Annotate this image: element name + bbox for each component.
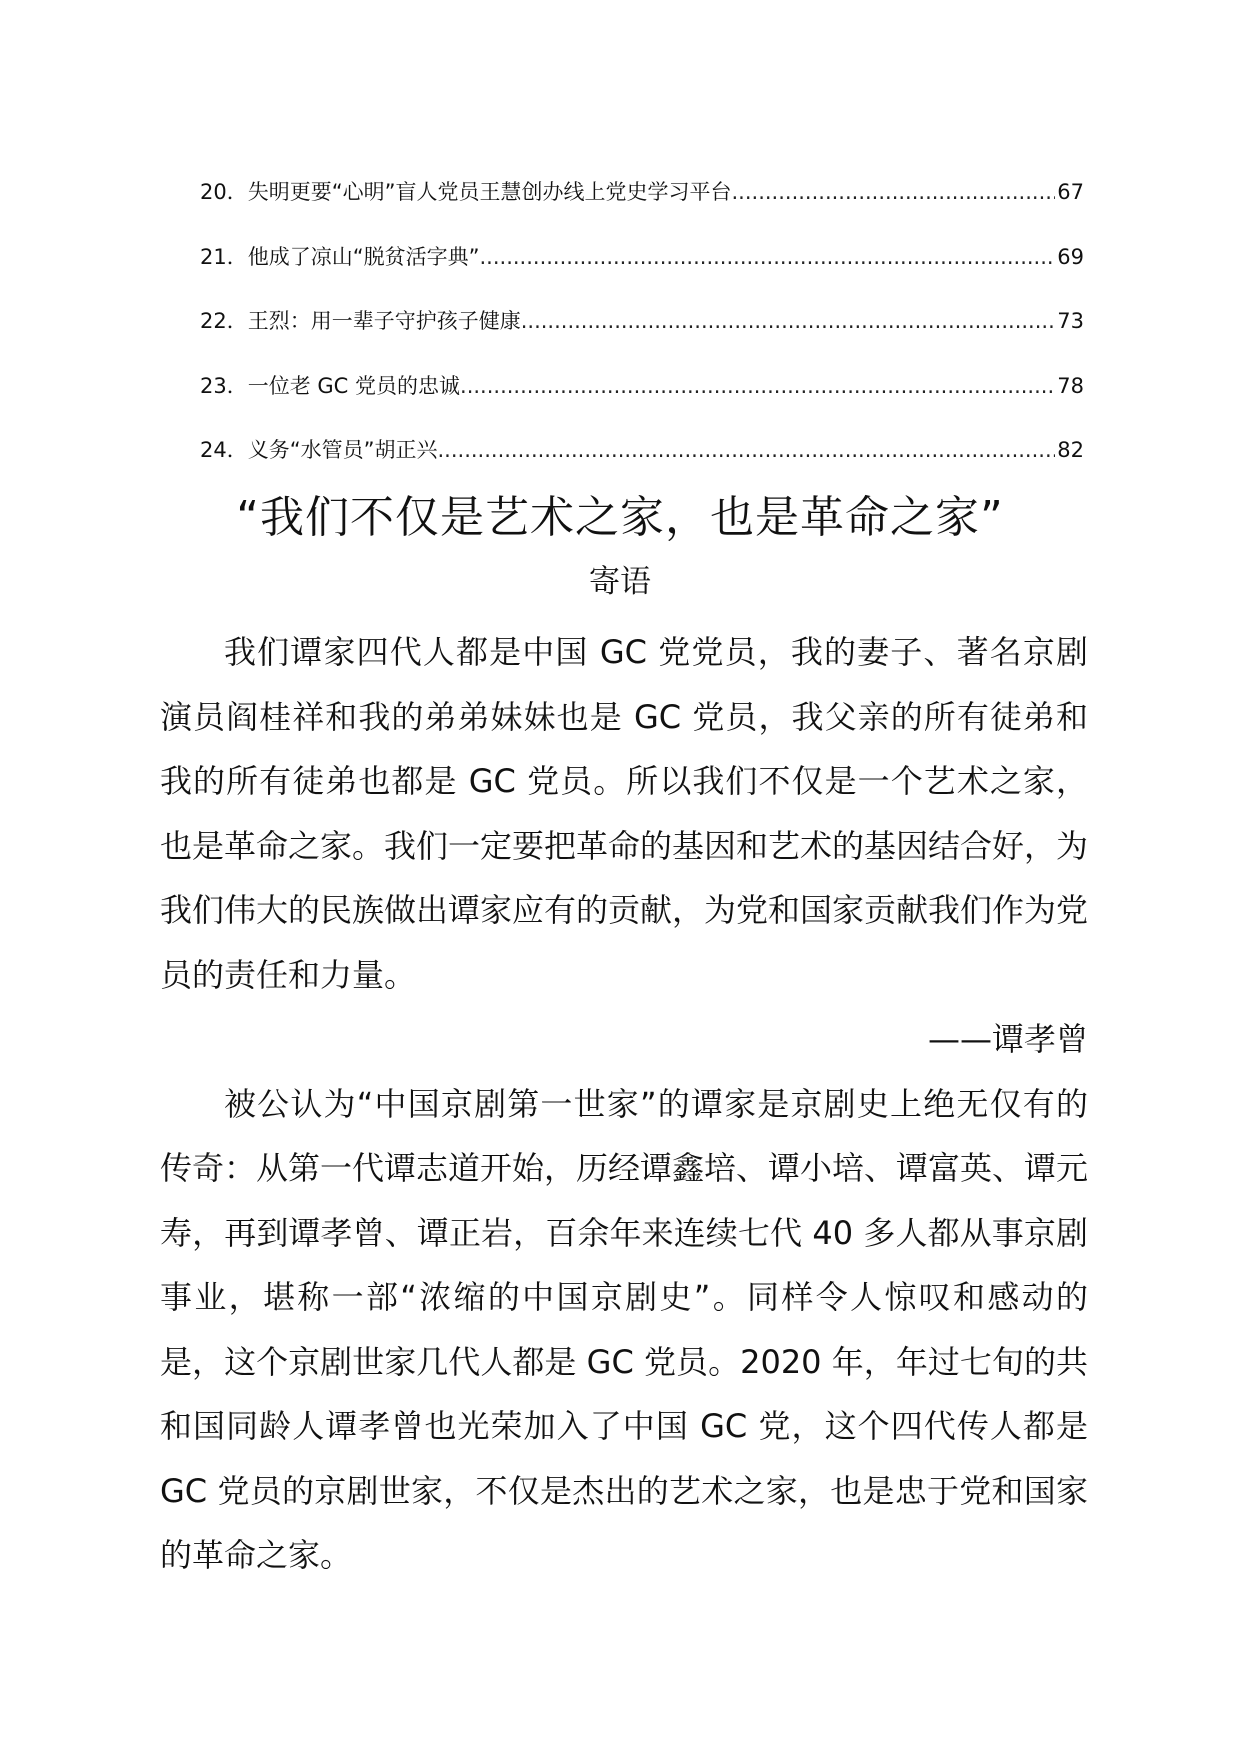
toc-entry-title: 失明更要“心明”盲人党员王慧创办线上党史学习平台 — [247, 180, 732, 204]
section-subheading: 寄语 — [589, 564, 651, 600]
toc-entry-page: 78 — [1057, 373, 1084, 398]
toc-entry-number: 22． — [200, 309, 248, 333]
toc-entry-title: 一位老 GC 党员的忠诚 — [247, 373, 461, 398]
toc-entry-page: 69 — [1057, 244, 1084, 269]
toc-entry[interactable] — [200, 305, 1084, 370]
article-body — [160, 620, 1088, 1588]
toc-dot-leader — [732, 176, 1056, 208]
toc-dot-leader — [460, 370, 1055, 402]
toc-entry-page: 67 — [1057, 180, 1084, 204]
toc-entry-number: 23． — [200, 373, 248, 398]
article-title: “我们不仅是艺术之家，也是革命之家” — [236, 492, 1004, 543]
toc-entry[interactable] — [200, 241, 1084, 306]
toc-entry-title: 义务“水管员”胡正兴 — [247, 438, 438, 462]
toc-entry[interactable] — [200, 370, 1084, 435]
toc-entry-page: 73 — [1057, 309, 1084, 333]
toc-dot-leader — [480, 241, 1056, 273]
toc-entry-page: 82 — [1057, 438, 1084, 462]
table-of-contents — [200, 176, 1084, 499]
body-paragraph: 被公认为“中国京剧第一世家”的谭家是京剧史上绝无仅有的传奇：从第一代谭志道开始，历经谭鑫培、谭小培、谭富英、谭元寿，再到谭孝曾、谭正岩，百余年来连续七代 40 多人都从事京剧事业，堪称一部“浓缩的中国京剧史”。同样令人惊叹和感动的是，这个京剧世家几代人都是 GC 党员。2020 年，年过七旬的共和国同龄人谭孝曾也光荣加入了中国 GC 党，这个四代传人都是 GC 党员的京剧世家，不仅是杰出的艺术之家，也是忠于党和国家的革命之家。 — [160, 1084, 1089, 1574]
toc-entry[interactable] — [200, 434, 1084, 499]
toc-dot-leader — [438, 434, 1056, 466]
quote-paragraph: 我们谭家四代人都是中国 GC 党党员，我的妻子、著名京剧演员阎桂祥和我的弟弟妹妹也是 GC 党员，我父亲的所有徒弟和我的所有徒弟也都是 GC 党员。所以我们不仅是一个艺术之家，也是革命之家。我们一定要把革命的基因和艺术的基因结合好，为我们伟大的民族做出谭家应有的贡献，为党和国家贡献我们作为党员的责任和力量。 — [160, 633, 1089, 994]
toc-entry[interactable] — [200, 176, 1084, 241]
quote-signature: ——谭孝曾 — [927, 1020, 1088, 1058]
toc-dot-leader — [521, 305, 1056, 337]
toc-entry-title: 王烈：用一辈子守护孩子健康 — [247, 309, 521, 333]
toc-entry-title: 他成了凉山“脱贫活字典” — [247, 244, 480, 269]
toc-entry-number: 20． — [200, 180, 248, 204]
toc-entry-number: 24． — [200, 438, 248, 462]
toc-entry-number: 21． — [200, 244, 248, 269]
